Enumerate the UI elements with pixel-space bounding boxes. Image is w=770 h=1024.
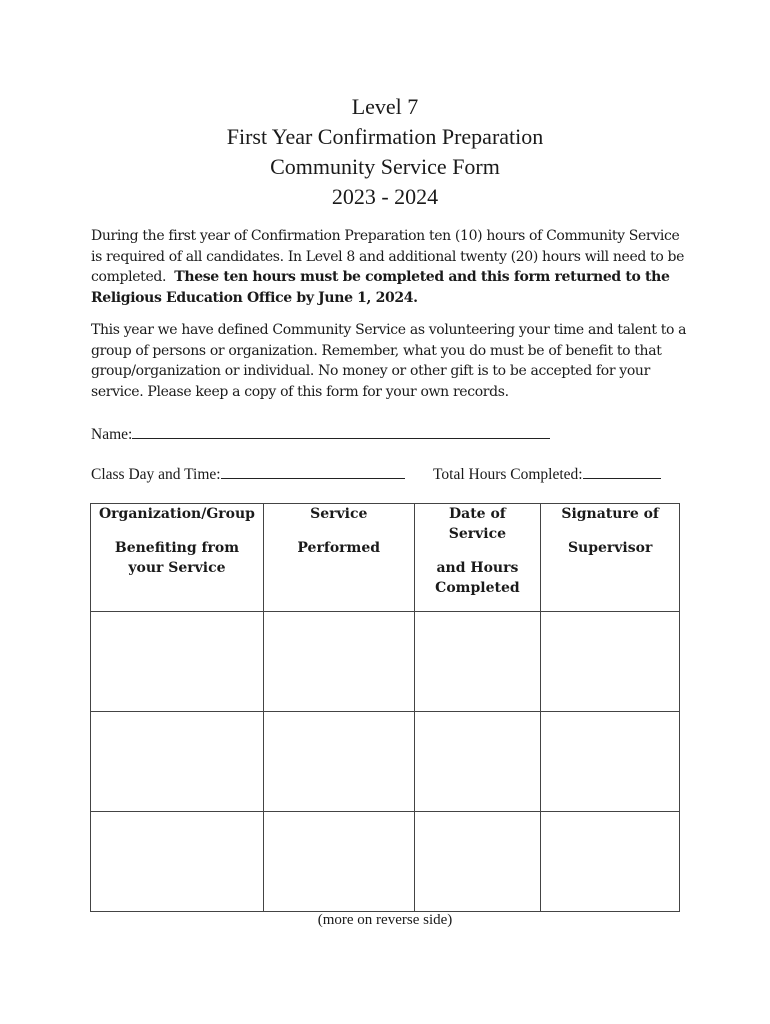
definition-text: This year we have defined Community Service as volunteering your time and talent to a group of persons or organization. Remember, what you do must be of benefit to that group/organization or individual. No money or other gift is to be accepted for your service. Please keep a copy of this form for your own records.: [91, 322, 687, 400]
program-title: First Year Confirmation Preparation: [226, 124, 544, 149]
intro-text: During the first year of Confirmation Preparation ten (10) hours of Community Service is required of all candidates. In Level 8 and additional twenty (20) hours will need to be completed.: [91, 228, 685, 285]
table-row: [91, 712, 680, 812]
class-day-time-label: Class Day and Time:: [91, 466, 221, 483]
name-field[interactable]: [132, 424, 550, 439]
signature-cell[interactable]: [541, 812, 680, 912]
date-hours-cell[interactable]: [414, 712, 541, 812]
form-name-title: Community Service Form: [270, 154, 500, 179]
total-hours-field[interactable]: [583, 464, 661, 479]
signature-cell[interactable]: [541, 712, 680, 812]
definition-paragraph: [91, 320, 691, 402]
class-field-row: [91, 464, 405, 484]
service-log-table: [90, 503, 680, 912]
level-title: Level 7: [351, 94, 419, 119]
organization-cell[interactable]: [91, 612, 264, 712]
intro-paragraph: [91, 226, 691, 308]
table-header-row: [91, 504, 680, 612]
form-title-block: [0, 92, 770, 212]
total-hours-label: Total Hours Completed:: [433, 466, 583, 483]
header-organization: Organization/Group Benefiting from your Service: [91, 504, 264, 612]
table-row: [91, 612, 680, 712]
date-hours-cell[interactable]: [414, 812, 541, 912]
service-cell[interactable]: [263, 612, 414, 712]
intro-deadline-text: These ten hours must be completed and this form returned to the Religious Education Office by June 1, 2024.: [91, 269, 670, 306]
name-field-row: [91, 424, 550, 444]
organization-cell[interactable]: [91, 812, 264, 912]
year-title: 2023 - 2024: [331, 184, 439, 209]
hours-field-row: [433, 464, 661, 484]
table-row: [91, 812, 680, 912]
service-cell[interactable]: [263, 812, 414, 912]
reverse-side-note: (more on reverse side): [317, 912, 453, 928]
name-label: Name:: [91, 426, 133, 443]
header-date-hours: Date of Service and Hours Completed: [414, 504, 541, 612]
signature-cell[interactable]: [541, 612, 680, 712]
class-day-time-field[interactable]: [221, 464, 405, 479]
header-service: Service Performed: [263, 504, 414, 612]
date-hours-cell[interactable]: [414, 612, 541, 712]
organization-cell[interactable]: [91, 712, 264, 812]
service-cell[interactable]: [263, 712, 414, 812]
header-signature: Signature of Supervisor: [541, 504, 680, 612]
